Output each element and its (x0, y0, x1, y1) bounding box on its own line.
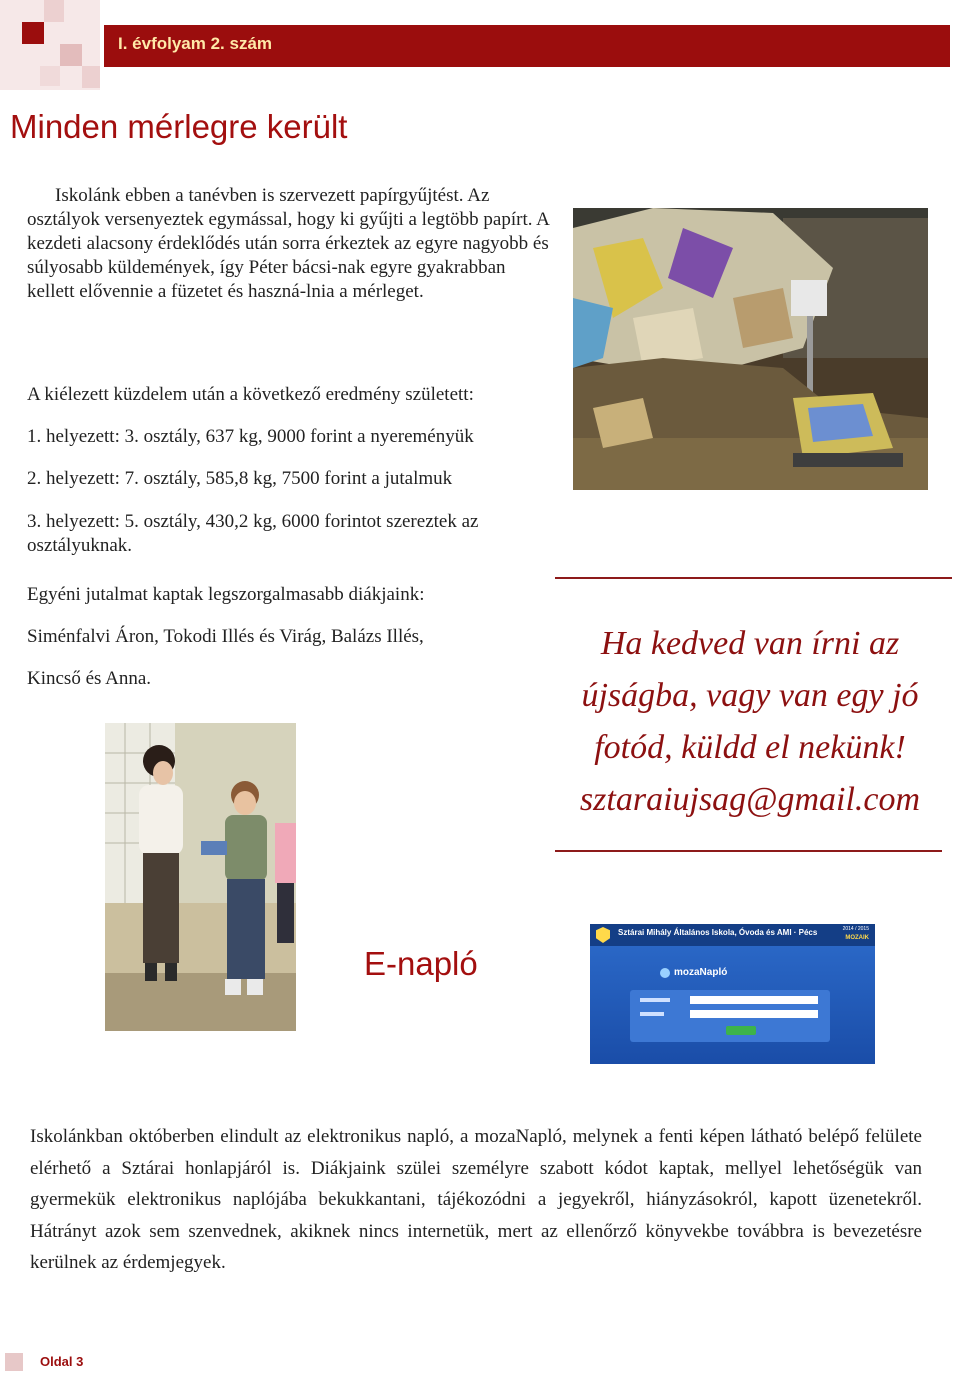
password-field[interactable] (690, 1010, 818, 1018)
login-panel (630, 990, 830, 1042)
screenshot-header (590, 924, 875, 946)
callout-line-3: fotód, küldd el nekünk! (594, 729, 906, 766)
callout-email[interactable]: sztaraiujsag@gmail.com (579, 781, 921, 818)
screenshot-body (590, 946, 875, 1064)
callout-line-1: Ha kedved van írni az (600, 625, 900, 662)
mozanaplo-login-screenshot (590, 924, 875, 1064)
awards-line-2: Kincső és Anna. (27, 668, 152, 689)
result-intro: A kiélezett küzdelem után a következő eredmény született: (27, 384, 474, 405)
screenshot-brand: MOZAIK (845, 935, 869, 941)
result-3: 3. helyezett: 5. osztály, 430,2 kg, 6000 forintot szereztek az osztályuknak. (27, 511, 479, 556)
result-1: 1. helyezett: 3. osztály, 637 kg, 9000 forint a nyereményük (27, 426, 474, 447)
article-title: Minden mérlegre került (10, 108, 348, 145)
footer-square (5, 1353, 23, 1371)
screenshot-school-name: Sztárai Mihály Általános Iskola, Óvoda és AMI · Pécs (618, 928, 818, 937)
awards-line-1: Siménfalvi Áron, Tokodi Illés és Virág, Balázs Illés, (27, 626, 424, 647)
password-label-placeholder (640, 1012, 664, 1016)
callout-rule-bottom (555, 850, 942, 852)
awards-intro: Egyéni jutalmat kaptak legszorgalmasabb diákjaink: (27, 584, 425, 605)
login-button[interactable] (726, 1026, 756, 1035)
page-number: Oldal 3 (40, 1354, 84, 1369)
username-label-placeholder (640, 998, 670, 1002)
callout-rule-top (555, 577, 952, 579)
paper-scale-photo (573, 208, 928, 490)
award-photo (105, 723, 296, 1031)
contribute-callout (560, 618, 940, 826)
article-intro: Iskolánk ebben a tanévben is szervezett papírgyűjtést. Az osztályok versenyeztek egymással, hogy ki gyűjti a legtöbb papírt. A kezdeti alacsony érdeklődés után sorra érkeztek az egyre nagyobb és súlyosabb küldemények, így Péter bácsi-nak egyre gyakrabban kellett elővennie a füzetet és haszná-lnia a mérleget. (27, 185, 549, 302)
mozanaplo-logo-icon (660, 968, 670, 978)
issue-label: I. évfolyam 2. szám (118, 34, 273, 53)
result-2: 2. helyezett: 7. osztály, 585,8 kg, 7500 forint a jutalmuk (27, 468, 453, 489)
school-crest-icon (596, 927, 610, 943)
enaplo-title: E-napló (364, 945, 478, 982)
enaplo-body: Iskolánkban októberben elindult az elektronikus napló, a mozaNapló, melynek a fenti képen látható belépő felülete elérhető a Sztárai honlapjáról is. Diákjaink szülei személyre szabott kódot kaptak, mellyel lehetőségük van gyermekük elektronikus naplójába bekukkantani, tájékozódni a jegyekről, hiányzásokról, kapott üzenetekről. Hátrányt azok sem szenvednek, akiknek nincs internetük, mert az ellenőrző könyvekbe továbbra is bevezetésre kerülnek az érdemjegyek. (30, 1126, 922, 1273)
callout-line-2: újságba, vagy van egy jó (581, 677, 919, 714)
screenshot-app-name: mozaNapló (674, 967, 728, 978)
username-field[interactable] (690, 996, 818, 1004)
screenshot-year: 2014 / 2015 (842, 926, 869, 932)
